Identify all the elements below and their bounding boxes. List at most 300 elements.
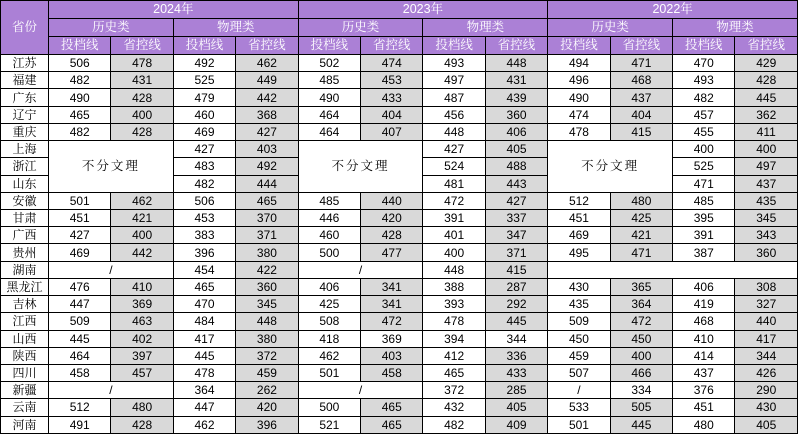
province-label: 贵州 <box>1 244 49 261</box>
subheader-filing-line: 投档线 <box>173 37 235 55</box>
score-cell: 396 <box>173 244 235 261</box>
score-cell: 509 <box>49 313 111 330</box>
score-cell: 493 <box>673 72 735 89</box>
score-cell: 445 <box>173 347 235 364</box>
score-cell: 435 <box>548 296 610 313</box>
score-cell: 462 <box>173 416 235 433</box>
score-cell: 464 <box>49 347 111 364</box>
score-cell: 344 <box>735 347 798 364</box>
score-cell: 429 <box>735 55 798 72</box>
score-cell: 471 <box>610 55 672 72</box>
score-cell: 448 <box>485 55 547 72</box>
score-cell: 482 <box>673 89 735 106</box>
score-cell: 411 <box>735 123 798 140</box>
score-cell: 466 <box>610 364 672 381</box>
province-label: 福建 <box>1 72 49 89</box>
table-row <box>1 278 798 295</box>
score-cell: 426 <box>735 364 798 381</box>
province-label: 江西 <box>1 313 49 330</box>
score-cell: 341 <box>361 296 423 313</box>
score-cell: 484 <box>173 313 235 330</box>
score-cell: 410 <box>673 330 735 347</box>
score-cell: 481 <box>423 175 485 192</box>
year-header-2023: 2023年 <box>298 1 548 19</box>
score-cell: 391 <box>423 209 485 226</box>
score-cell: 458 <box>49 364 111 381</box>
score-cell: 495 <box>548 244 610 261</box>
score-cell: 369 <box>111 296 173 313</box>
score-cell: 533 <box>548 399 610 416</box>
score-cell: 444 <box>236 175 298 192</box>
not-available-cell: / <box>298 261 423 278</box>
subheader-control-line: 省控线 <box>735 37 798 55</box>
score-cell: 427 <box>49 227 111 244</box>
score-cell: 400 <box>735 141 798 158</box>
score-cell: 428 <box>111 89 173 106</box>
score-cell: 496 <box>548 72 610 89</box>
score-cell: 480 <box>111 399 173 416</box>
score-cell: 482 <box>423 416 485 433</box>
score-cell: 472 <box>423 192 485 209</box>
score-cell: 465 <box>423 364 485 381</box>
table-row <box>1 55 798 72</box>
score-cell: 483 <box>173 158 235 175</box>
score-cell: 469 <box>49 244 111 261</box>
score-cell: 478 <box>423 313 485 330</box>
score-cell: 482 <box>49 72 111 89</box>
score-cell: 497 <box>735 158 798 175</box>
score-cell: 409 <box>485 416 547 433</box>
table-row <box>1 227 798 244</box>
score-cell: 508 <box>298 313 360 330</box>
score-cell: 403 <box>236 141 298 158</box>
score-cell: 448 <box>236 313 298 330</box>
table-row <box>1 72 798 89</box>
score-cell: 447 <box>173 399 235 416</box>
score-cell: 427 <box>173 141 235 158</box>
score-cell: 341 <box>361 278 423 295</box>
subheader-filing-line: 投档线 <box>548 37 610 55</box>
score-cell: 365 <box>610 278 672 295</box>
score-cell: 405 <box>485 141 547 158</box>
score-cell: 451 <box>673 399 735 416</box>
score-cell: 308 <box>735 278 798 295</box>
province-label: 辽宁 <box>1 106 49 123</box>
not-available-cell: / <box>298 382 423 399</box>
score-cell: 421 <box>111 209 173 226</box>
score-cell: 454 <box>173 261 235 278</box>
subheader-filing-line: 投档线 <box>673 37 735 55</box>
score-cell: 459 <box>548 347 610 364</box>
score-cell: 512 <box>49 399 111 416</box>
subheader-control-line: 省控线 <box>485 37 547 55</box>
score-cell: 400 <box>610 347 672 364</box>
score-cell: 440 <box>361 192 423 209</box>
score-cell: 406 <box>673 278 735 295</box>
score-cell: 445 <box>735 89 798 106</box>
score-cell: 360 <box>735 244 798 261</box>
score-cell: 465 <box>173 278 235 295</box>
score-cell: 433 <box>485 364 547 381</box>
score-cell: 391 <box>673 227 735 244</box>
score-cell: 459 <box>236 364 298 381</box>
score-cell: 431 <box>111 72 173 89</box>
score-cell: 420 <box>361 209 423 226</box>
province-label: 河南 <box>1 416 49 433</box>
score-cell: 442 <box>111 244 173 261</box>
score-cell: 371 <box>236 227 298 244</box>
score-cell: 414 <box>673 347 735 364</box>
table-row <box>1 399 798 416</box>
score-cell: 456 <box>423 106 485 123</box>
table-row <box>1 244 798 261</box>
score-cell: 485 <box>673 192 735 209</box>
score-cell: 400 <box>111 106 173 123</box>
score-cell: 469 <box>548 227 610 244</box>
score-cell: 393 <box>423 296 485 313</box>
score-cell: 405 <box>485 399 547 416</box>
score-cell: 482 <box>49 123 111 140</box>
score-cell: 376 <box>673 382 735 399</box>
score-cell: 345 <box>735 209 798 226</box>
table-row <box>1 209 798 226</box>
score-cell: 380 <box>236 244 298 261</box>
score-cell: 327 <box>735 296 798 313</box>
score-cell: 465 <box>49 106 111 123</box>
score-cell: 490 <box>298 89 360 106</box>
no-split-merged-cell: 不分文理 <box>49 141 174 193</box>
score-cell: 372 <box>423 382 485 399</box>
score-cell: 448 <box>423 261 485 278</box>
score-cell: 405 <box>735 416 798 433</box>
province-label: 云南 <box>1 399 49 416</box>
score-cell: 491 <box>49 416 111 433</box>
score-cell: 394 <box>423 330 485 347</box>
score-cell: 469 <box>173 123 235 140</box>
score-cell: 428 <box>111 123 173 140</box>
score-cell: 500 <box>298 244 360 261</box>
score-cell: 451 <box>548 209 610 226</box>
score-cell: 494 <box>548 55 610 72</box>
score-cell: 403 <box>361 347 423 364</box>
score-cell: 427 <box>423 141 485 158</box>
not-available-cell: / <box>49 261 174 278</box>
score-cell: 370 <box>236 209 298 226</box>
score-cell: 400 <box>423 244 485 261</box>
score-cell: 471 <box>610 244 672 261</box>
category-header-physics: 物理类 <box>423 19 548 37</box>
score-cell: 462 <box>236 55 298 72</box>
score-cell: 396 <box>236 416 298 433</box>
score-cell: 490 <box>548 89 610 106</box>
score-cell: 448 <box>423 123 485 140</box>
score-cell: 525 <box>673 158 735 175</box>
score-cell: 428 <box>111 416 173 433</box>
table-row <box>1 364 798 381</box>
province-label: 陕西 <box>1 347 49 364</box>
score-cell: 425 <box>298 296 360 313</box>
score-cell: 501 <box>548 416 610 433</box>
category-header-history: 历史类 <box>548 19 673 37</box>
province-label: 甘肃 <box>1 209 49 226</box>
score-cell: 292 <box>485 296 547 313</box>
category-header-history: 历史类 <box>49 19 174 37</box>
no-split-merged-cell: 不分文理 <box>548 141 673 193</box>
score-cell: 470 <box>673 55 735 72</box>
header-row-categories <box>1 19 798 37</box>
score-cell: 343 <box>735 227 798 244</box>
score-cell: 501 <box>49 192 111 209</box>
score-cell: 487 <box>423 89 485 106</box>
year-header-2022: 2022年 <box>548 1 798 19</box>
score-cell: 420 <box>236 399 298 416</box>
score-cell: 402 <box>111 330 173 347</box>
score-cell: 474 <box>548 106 610 123</box>
category-header-physics: 物理类 <box>173 19 298 37</box>
subheader-control-line: 省控线 <box>361 37 423 55</box>
score-cell: 501 <box>298 364 360 381</box>
score-cell: 478 <box>548 123 610 140</box>
province-label: 广东 <box>1 89 49 106</box>
province-label: 江苏 <box>1 55 49 72</box>
score-cell: 460 <box>173 106 235 123</box>
not-available-cell: / <box>49 382 174 399</box>
score-cell: 395 <box>673 209 735 226</box>
score-cell: 406 <box>485 123 547 140</box>
table-row <box>1 296 798 313</box>
table-row <box>1 382 798 399</box>
score-cell: 476 <box>49 278 111 295</box>
table-row <box>1 141 798 158</box>
province-label: 上海 <box>1 141 49 158</box>
score-cell: 417 <box>735 330 798 347</box>
score-cell: 388 <box>423 278 485 295</box>
score-cell: 415 <box>610 123 672 140</box>
score-cell: 287 <box>485 278 547 295</box>
score-cell: 447 <box>49 296 111 313</box>
score-cell: 387 <box>673 244 735 261</box>
province-label: 山西 <box>1 330 49 347</box>
score-cell: 439 <box>485 89 547 106</box>
score-cell: 364 <box>173 382 235 399</box>
score-cell: 419 <box>673 296 735 313</box>
score-cell: 285 <box>485 382 547 399</box>
score-cell: 337 <box>485 209 547 226</box>
score-cell: 446 <box>298 209 360 226</box>
score-cell: 433 <box>361 89 423 106</box>
score-cell: 465 <box>361 399 423 416</box>
table-row <box>1 261 798 278</box>
score-cell: 449 <box>236 72 298 89</box>
score-cell: 336 <box>485 347 547 364</box>
score-cell: 477 <box>361 244 423 261</box>
subheader-control-line: 省控线 <box>610 37 672 55</box>
table-row <box>1 106 798 123</box>
score-cell: 418 <box>298 330 360 347</box>
score-cell: 410 <box>111 278 173 295</box>
score-cell: 427 <box>236 123 298 140</box>
score-cell: 421 <box>610 227 672 244</box>
subheader-filing-line: 投档线 <box>49 37 111 55</box>
score-cell: 512 <box>548 192 610 209</box>
province-label: 四川 <box>1 364 49 381</box>
score-cell: 345 <box>236 296 298 313</box>
score-cell: 400 <box>673 141 735 158</box>
score-cell: 428 <box>735 72 798 89</box>
score-cell: 507 <box>548 364 610 381</box>
score-cell: 334 <box>610 382 672 399</box>
category-header-physics: 物理类 <box>673 19 798 37</box>
score-cell: 490 <box>49 89 111 106</box>
score-cell: 442 <box>236 89 298 106</box>
score-cell: 460 <box>298 227 360 244</box>
score-cell: 440 <box>735 313 798 330</box>
score-cell: 463 <box>111 313 173 330</box>
score-cell: 380 <box>236 330 298 347</box>
score-cell: 453 <box>361 72 423 89</box>
score-cell: 404 <box>610 106 672 123</box>
score-cell: 505 <box>610 399 672 416</box>
score-cell: 412 <box>423 347 485 364</box>
subheader-filing-line: 投档线 <box>423 37 485 55</box>
score-cell: 478 <box>173 364 235 381</box>
score-cell: 443 <box>485 175 547 192</box>
score-cell: 450 <box>548 330 610 347</box>
score-cell: 458 <box>361 364 423 381</box>
score-cell: 430 <box>735 399 798 416</box>
not-available-cell: / <box>548 382 610 399</box>
score-cell: 362 <box>735 106 798 123</box>
score-cell: 369 <box>361 330 423 347</box>
score-cell: 407 <box>361 123 423 140</box>
score-cell: 453 <box>173 209 235 226</box>
score-cell: 437 <box>673 364 735 381</box>
score-cell: 437 <box>610 89 672 106</box>
score-cell: 415 <box>485 261 547 278</box>
score-cell: 482 <box>173 175 235 192</box>
province-label: 浙江 <box>1 158 49 175</box>
score-cell: 479 <box>173 89 235 106</box>
score-cell: 406 <box>298 278 360 295</box>
province-label: 新疆 <box>1 382 49 399</box>
year-header-2024: 2024年 <box>49 1 299 19</box>
score-cell: 445 <box>485 313 547 330</box>
score-cell: 368 <box>236 106 298 123</box>
score-cell: 493 <box>423 55 485 72</box>
score-cell: 417 <box>173 330 235 347</box>
score-cell: 521 <box>298 416 360 433</box>
score-cell: 468 <box>610 72 672 89</box>
score-cell: 457 <box>673 106 735 123</box>
header-row-subcolumns <box>1 37 798 55</box>
score-cell: 502 <box>298 55 360 72</box>
category-header-history: 历史类 <box>298 19 423 37</box>
score-cell: 430 <box>548 278 610 295</box>
table-row <box>1 416 798 433</box>
table-row <box>1 347 798 364</box>
score-cell: 428 <box>361 227 423 244</box>
score-cell: 488 <box>485 158 547 175</box>
score-cell: 492 <box>236 158 298 175</box>
header-row-years <box>1 1 798 19</box>
score-cell: 455 <box>673 123 735 140</box>
score-cell: 347 <box>485 227 547 244</box>
subheader-control-line: 省控线 <box>111 37 173 55</box>
score-cell: 500 <box>298 399 360 416</box>
score-cell: 457 <box>111 364 173 381</box>
score-cell: 480 <box>610 192 672 209</box>
score-cell: 472 <box>610 313 672 330</box>
score-cell: 451 <box>49 209 111 226</box>
score-cell: 474 <box>361 55 423 72</box>
empty-cell <box>548 261 798 278</box>
score-cell: 397 <box>111 347 173 364</box>
score-cell: 497 <box>423 72 485 89</box>
score-cell: 462 <box>298 347 360 364</box>
score-cell: 422 <box>236 261 298 278</box>
score-cell: 425 <box>610 209 672 226</box>
province-label: 山东 <box>1 175 49 192</box>
score-cell: 360 <box>236 278 298 295</box>
score-cell: 383 <box>173 227 235 244</box>
score-cell: 404 <box>361 106 423 123</box>
score-cell: 470 <box>173 296 235 313</box>
score-cell: 364 <box>610 296 672 313</box>
score-cell: 472 <box>361 313 423 330</box>
score-cell: 445 <box>49 330 111 347</box>
score-cell: 437 <box>735 175 798 192</box>
province-label: 黑龙江 <box>1 278 49 295</box>
score-cell: 506 <box>173 192 235 209</box>
score-cell: 445 <box>610 416 672 433</box>
score-cell: 372 <box>236 347 298 364</box>
score-cell: 471 <box>673 175 735 192</box>
score-cell: 262 <box>236 382 298 399</box>
table-body <box>1 55 798 434</box>
score-cell: 465 <box>236 192 298 209</box>
score-cell: 464 <box>298 123 360 140</box>
province-label: 湖南 <box>1 261 49 278</box>
score-cell: 360 <box>485 106 547 123</box>
province-label: 吉林 <box>1 296 49 313</box>
score-cell: 462 <box>111 192 173 209</box>
score-cell: 465 <box>361 416 423 433</box>
score-cell: 506 <box>49 55 111 72</box>
score-cell: 371 <box>485 244 547 261</box>
score-cell: 400 <box>111 227 173 244</box>
province-label: 重庆 <box>1 123 49 140</box>
table-row <box>1 123 798 140</box>
score-cell: 524 <box>423 158 485 175</box>
score-cell: 509 <box>548 313 610 330</box>
score-cell: 485 <box>298 72 360 89</box>
score-cell: 525 <box>173 72 235 89</box>
table-header <box>1 1 798 55</box>
province-column-header: 省份 <box>1 1 49 55</box>
score-cell: 450 <box>610 330 672 347</box>
score-cell: 290 <box>735 382 798 399</box>
score-cell: 427 <box>485 192 547 209</box>
table-row <box>1 89 798 106</box>
score-cell: 478 <box>111 55 173 72</box>
score-cell: 485 <box>298 192 360 209</box>
province-label: 广西 <box>1 227 49 244</box>
table-row <box>1 192 798 209</box>
no-split-merged-cell: 不分文理 <box>298 141 423 193</box>
subheader-control-line: 省控线 <box>236 37 298 55</box>
score-cell: 344 <box>485 330 547 347</box>
table-row <box>1 330 798 347</box>
